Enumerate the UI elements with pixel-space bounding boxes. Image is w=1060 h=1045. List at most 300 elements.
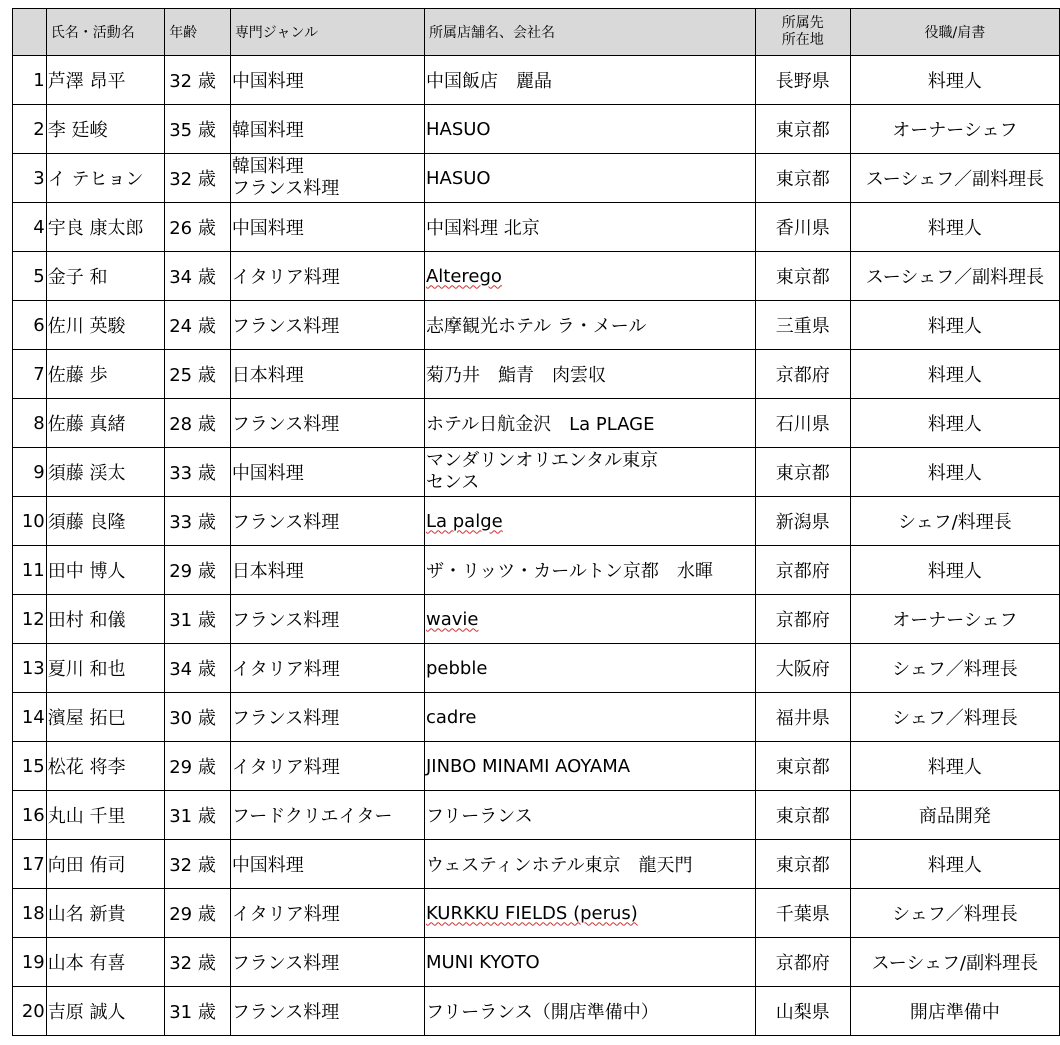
shop-cell-line1: 志摩観光ホテル ラ・メール <box>425 316 647 337</box>
row-no-cell[interactable] <box>13 448 47 497</box>
name-cell-text: 佐川 英駿 <box>47 316 126 337</box>
age-cell-text: 33 歳 <box>169 463 216 484</box>
table-row <box>13 105 1060 154</box>
location-cell-text: 石川県 <box>775 414 830 435</box>
row-no-cell-text: 11 <box>21 559 45 581</box>
role-cell[interactable] <box>850 595 1059 644</box>
row-no-cell[interactable] <box>13 154 47 203</box>
table-row <box>13 448 1060 497</box>
role-cell[interactable] <box>850 889 1059 938</box>
age-cell-text: 34 歳 <box>169 267 216 288</box>
role-cell[interactable] <box>850 301 1059 350</box>
location-cell[interactable] <box>755 791 850 840</box>
header-location[interactable] <box>755 9 850 56</box>
location-cell-text: 東京都 <box>775 463 830 484</box>
genre-cell[interactable] <box>230 889 424 938</box>
genre-cell[interactable] <box>230 56 424 105</box>
location-cell-text: 福井県 <box>775 708 830 729</box>
genre-cell-line1: 韓国料理 <box>231 156 304 177</box>
name-cell-text: 宇良 康太郎 <box>47 218 144 239</box>
genre-cell-line1: 中国料理 <box>231 218 304 239</box>
genre-cell-line1: イタリア料理 <box>231 659 340 680</box>
shop-cell[interactable] <box>424 350 755 399</box>
name-cell-text: 夏川 和也 <box>47 659 126 680</box>
header-name[interactable]: 氏名・活動名 <box>46 9 164 56</box>
header-genre[interactable]: 専門ジャンル <box>230 9 424 56</box>
role-cell[interactable] <box>850 448 1059 497</box>
genre-cell[interactable] <box>230 840 424 889</box>
age-cell-text: 34 歳 <box>169 659 216 680</box>
genre-cell[interactable] <box>230 546 424 595</box>
row-no-cell[interactable] <box>13 840 47 889</box>
row-no-cell[interactable] <box>13 399 47 448</box>
location-cell-text: 京都府 <box>775 610 830 631</box>
genre-cell-line1: フランス料理 <box>231 610 340 631</box>
shop-cell[interactable] <box>424 546 755 595</box>
name-cell-text: 佐藤 歩 <box>47 365 108 386</box>
shop-cell[interactable] <box>424 693 755 742</box>
name-cell-text: 金子 和 <box>47 267 108 288</box>
shop-cell-line1: マンダリンオリエンタル東京 <box>425 450 659 471</box>
location-cell[interactable] <box>755 595 850 644</box>
role-cell-text: シェフ/料理長 <box>898 512 1012 533</box>
location-cell[interactable] <box>755 448 850 497</box>
genre-cell[interactable] <box>230 595 424 644</box>
genre-cell[interactable] <box>230 448 424 497</box>
location-cell[interactable] <box>755 693 850 742</box>
age-cell[interactable] <box>165 497 231 546</box>
location-cell-text: 千葉県 <box>775 904 830 925</box>
role-cell[interactable] <box>850 742 1059 791</box>
row-no-cell[interactable] <box>13 350 47 399</box>
age-cell-text: 26 歳 <box>169 218 216 239</box>
name-cell-text: 田村 和儀 <box>47 610 126 631</box>
genre-cell[interactable] <box>230 693 424 742</box>
shop-cell-line2: センス <box>425 472 480 493</box>
shop-cell[interactable] <box>424 448 755 497</box>
row-no-cell-text: 14 <box>21 706 45 728</box>
row-no-cell-text: 2 <box>33 118 45 140</box>
shop-cell-line1: La palge <box>425 510 503 532</box>
genre-cell[interactable] <box>230 252 424 301</box>
shop-cell[interactable] <box>424 203 755 252</box>
genre-cell-line1: フランス料理 <box>231 953 340 974</box>
table-row <box>13 350 1060 399</box>
shop-cell[interactable] <box>424 154 755 203</box>
row-no-cell[interactable] <box>13 595 47 644</box>
genre-cell[interactable] <box>230 203 424 252</box>
age-cell[interactable] <box>165 154 231 203</box>
role-cell-text: シェフ／料理長 <box>892 659 1018 680</box>
location-cell[interactable] <box>755 497 850 546</box>
age-cell[interactable] <box>165 693 231 742</box>
table-row <box>13 889 1060 938</box>
role-cell-text: 料理人 <box>927 365 982 386</box>
shop-cell-line1: ホテル日航金沢 La PLAGE <box>425 414 655 435</box>
location-cell-text: 大阪府 <box>775 659 830 680</box>
name-cell[interactable] <box>46 987 164 1036</box>
location-cell-text: 京都府 <box>775 953 830 974</box>
location-cell[interactable] <box>755 399 850 448</box>
name-cell[interactable] <box>46 546 164 595</box>
name-cell-text: イ テヒョン <box>47 169 144 190</box>
shop-cell[interactable] <box>424 56 755 105</box>
age-cell-text: 24 歳 <box>169 316 216 337</box>
row-no-cell[interactable] <box>13 301 47 350</box>
name-cell-text: 丸山 千里 <box>47 806 126 827</box>
genre-cell[interactable] <box>230 742 424 791</box>
role-cell[interactable] <box>850 154 1059 203</box>
name-cell[interactable] <box>46 154 164 203</box>
name-cell[interactable] <box>46 448 164 497</box>
genre-cell-line1: 中国料理 <box>231 855 304 876</box>
shop-cell[interactable] <box>424 105 755 154</box>
name-cell-text: 須藤 良隆 <box>47 512 126 533</box>
age-cell[interactable] <box>165 595 231 644</box>
age-cell-text: 32 歳 <box>169 169 216 190</box>
role-cell-text: スーシェフ/副料理長 <box>871 953 1039 974</box>
role-cell[interactable] <box>850 105 1059 154</box>
header-location-line2: 所在地 <box>781 32 824 48</box>
genre-cell-line1: フランス料理 <box>231 316 340 337</box>
role-cell[interactable] <box>850 693 1059 742</box>
role-cell[interactable] <box>850 497 1059 546</box>
table-row <box>13 742 1060 791</box>
age-cell-text: 32 歳 <box>169 953 216 974</box>
table-row <box>13 987 1060 1036</box>
age-cell[interactable] <box>165 889 231 938</box>
age-cell-text: 31 歳 <box>169 806 216 827</box>
table-row <box>13 252 1060 301</box>
age-cell[interactable] <box>165 987 231 1036</box>
role-cell-text: シェフ／料理長 <box>892 708 1018 729</box>
role-cell[interactable] <box>850 350 1059 399</box>
location-cell[interactable] <box>755 154 850 203</box>
role-cell[interactable] <box>850 840 1059 889</box>
name-cell-text: 山本 有喜 <box>47 953 126 974</box>
role-cell-text: スーシェフ／副料理長 <box>865 169 1045 190</box>
age-cell[interactable] <box>165 644 231 693</box>
age-cell[interactable] <box>165 840 231 889</box>
header-shop[interactable]: 所属店舗名、会社名 <box>424 9 755 56</box>
location-cell[interactable] <box>755 546 850 595</box>
row-no-cell-text: 18 <box>21 902 45 924</box>
shop-cell[interactable] <box>424 889 755 938</box>
shop-cell[interactable] <box>424 791 755 840</box>
role-cell-text: 料理人 <box>927 316 982 337</box>
role-cell[interactable] <box>850 644 1059 693</box>
table-row <box>13 595 1060 644</box>
name-cell[interactable] <box>46 252 164 301</box>
location-cell-text: 三重県 <box>775 316 830 337</box>
shop-cell[interactable] <box>424 742 755 791</box>
row-no-cell-text: 10 <box>21 510 45 532</box>
age-cell[interactable] <box>165 203 231 252</box>
genre-cell[interactable] <box>230 644 424 693</box>
shop-cell-line1: 菊乃井 鮨青 肉雲収 <box>425 365 606 386</box>
table-row <box>13 203 1060 252</box>
name-cell[interactable] <box>46 203 164 252</box>
age-cell[interactable] <box>165 301 231 350</box>
age-cell[interactable] <box>165 791 231 840</box>
row-no-cell-text: 8 <box>33 412 45 434</box>
genre-cell-line1: イタリア料理 <box>231 757 340 778</box>
row-no-cell-text: 9 <box>33 461 45 483</box>
row-no-cell-text: 7 <box>33 363 45 385</box>
name-cell-text: 山名 新貴 <box>47 904 126 925</box>
genre-cell-line1: 韓国料理 <box>231 120 304 141</box>
shop-cell[interactable] <box>424 252 755 301</box>
genre-cell[interactable] <box>230 497 424 546</box>
row-no-cell-text: 20 <box>21 1000 45 1022</box>
genre-cell-line2: フランス料理 <box>231 178 340 199</box>
genre-cell[interactable] <box>230 105 424 154</box>
genre-cell-line1: フランス料理 <box>231 708 340 729</box>
shop-cell-line1: KURKKU FIELDS (perus) <box>425 902 638 924</box>
name-cell[interactable] <box>46 301 164 350</box>
genre-cell[interactable] <box>230 399 424 448</box>
genre-cell-line1: イタリア料理 <box>231 904 340 925</box>
shop-cell[interactable] <box>424 301 755 350</box>
age-cell[interactable] <box>165 742 231 791</box>
row-no-cell-text: 16 <box>21 804 45 826</box>
genre-cell-line1: 中国料理 <box>231 463 304 484</box>
shop-cell-line1: wavie <box>425 608 479 630</box>
table-row <box>13 546 1060 595</box>
table-row <box>13 938 1060 987</box>
location-cell[interactable] <box>755 938 850 987</box>
location-cell[interactable] <box>755 350 850 399</box>
header-no[interactable] <box>13 9 47 56</box>
shop-cell-line1: フリーランス（開店準備中） <box>425 1002 659 1023</box>
name-cell-text: 芦澤 昂平 <box>47 71 126 92</box>
name-cell[interactable] <box>46 840 164 889</box>
shop-cell-line1: 中国料理 北京 <box>425 218 540 239</box>
name-cell[interactable] <box>46 399 164 448</box>
shop-cell-line1: MUNI KYOTO <box>425 951 540 973</box>
role-cell-text: オーナーシェフ <box>892 610 1018 631</box>
shop-cell-line1: HASUO <box>425 118 491 140</box>
location-cell-text: 東京都 <box>775 120 830 141</box>
genre-cell-line1: フランス料理 <box>231 1002 340 1023</box>
age-cell-text: 33 歳 <box>169 512 216 533</box>
name-cell-text: 須藤 渓太 <box>47 463 126 484</box>
location-cell[interactable] <box>755 742 850 791</box>
name-cell[interactable] <box>46 595 164 644</box>
table-body <box>13 56 1060 1036</box>
shop-cell[interactable] <box>424 840 755 889</box>
row-no-cell-text: 17 <box>21 853 45 875</box>
row-no-cell[interactable] <box>13 203 47 252</box>
shop-cell-line1: ザ・リッツ・カールトン京都 水暉 <box>425 561 713 582</box>
location-cell-text: 長野県 <box>775 71 830 92</box>
row-no-cell[interactable] <box>13 497 47 546</box>
role-cell-text: 料理人 <box>927 757 982 778</box>
row-no-cell[interactable] <box>13 252 47 301</box>
genre-cell[interactable] <box>230 154 424 203</box>
genre-cell-line1: フランス料理 <box>231 512 340 533</box>
shop-cell-line1: HASUO <box>425 167 491 189</box>
age-cell[interactable] <box>165 938 231 987</box>
age-cell[interactable] <box>165 105 231 154</box>
role-cell[interactable] <box>850 546 1059 595</box>
age-cell-text: 32 歳 <box>169 71 216 92</box>
role-cell-text: シェフ／料理長 <box>892 904 1018 925</box>
age-cell-text: 30 歳 <box>169 708 216 729</box>
row-no-cell[interactable] <box>13 742 47 791</box>
row-no-cell[interactable] <box>13 105 47 154</box>
location-cell[interactable] <box>755 889 850 938</box>
age-cell[interactable] <box>165 252 231 301</box>
row-no-cell-text: 13 <box>21 657 45 679</box>
age-cell-text: 35 歳 <box>169 120 216 141</box>
role-cell[interactable] <box>850 252 1059 301</box>
row-no-cell-text: 1 <box>33 69 45 91</box>
name-cell[interactable] <box>46 497 164 546</box>
genre-cell[interactable] <box>230 938 424 987</box>
genre-cell-line1: 日本料理 <box>231 365 304 386</box>
shop-cell-line1: ウェスティンホテル東京 龍天門 <box>425 855 693 876</box>
row-no-cell[interactable] <box>13 644 47 693</box>
header-location-line1: 所属先 <box>781 15 824 31</box>
location-cell-text: 東京都 <box>775 757 830 778</box>
location-cell[interactable] <box>755 203 850 252</box>
age-cell-text: 31 歳 <box>169 1002 216 1023</box>
row-no-cell[interactable] <box>13 938 47 987</box>
genre-cell[interactable] <box>230 987 424 1036</box>
table-row <box>13 154 1060 203</box>
chef-list-sheet <box>12 8 1060 1036</box>
role-cell-text: 料理人 <box>927 71 982 92</box>
age-cell-text: 29 歳 <box>169 757 216 778</box>
shop-cell[interactable] <box>424 644 755 693</box>
role-cell-text: オーナーシェフ <box>892 120 1018 141</box>
location-cell-text: 京都府 <box>775 365 830 386</box>
shop-cell-line1: Alterego <box>425 265 502 287</box>
role-cell-text: 料理人 <box>927 463 982 484</box>
row-no-cell-text: 19 <box>21 951 45 973</box>
shop-cell-line1: cadre <box>425 706 477 728</box>
table-row <box>13 301 1060 350</box>
location-cell[interactable] <box>755 105 850 154</box>
shop-cell-line1: JINBO MINAMI AOYAMA <box>425 755 631 777</box>
role-cell-text: 商品開発 <box>918 806 991 827</box>
name-cell[interactable] <box>46 938 164 987</box>
age-cell[interactable] <box>165 546 231 595</box>
role-cell[interactable] <box>850 987 1059 1036</box>
role-cell[interactable] <box>850 56 1059 105</box>
age-cell[interactable] <box>165 399 231 448</box>
name-cell-text: 松花 将李 <box>47 757 126 778</box>
location-cell[interactable] <box>755 56 850 105</box>
shop-cell[interactable] <box>424 938 755 987</box>
role-cell[interactable] <box>850 203 1059 252</box>
header-age[interactable]: 年齢 <box>165 9 231 56</box>
age-cell[interactable] <box>165 350 231 399</box>
name-cell-text: 濱屋 拓巳 <box>47 708 126 729</box>
shop-cell[interactable] <box>424 497 755 546</box>
shop-cell-line1: pebble <box>425 657 488 679</box>
location-cell[interactable] <box>755 840 850 889</box>
row-no-cell-text: 6 <box>33 314 45 336</box>
name-cell[interactable] <box>46 742 164 791</box>
row-no-cell[interactable] <box>13 987 47 1036</box>
name-cell[interactable] <box>46 791 164 840</box>
header-row <box>13 9 1060 56</box>
location-cell[interactable] <box>755 644 850 693</box>
name-cell-text: 向田 侑司 <box>47 855 126 876</box>
age-cell[interactable] <box>165 448 231 497</box>
role-cell[interactable] <box>850 938 1059 987</box>
row-no-cell[interactable] <box>13 791 47 840</box>
location-cell-text: 山梨県 <box>775 1002 830 1023</box>
table-row <box>13 56 1060 105</box>
row-no-cell[interactable] <box>13 56 47 105</box>
row-no-cell-text: 15 <box>21 755 45 777</box>
age-cell-text: 29 歳 <box>169 561 216 582</box>
location-cell-text: 東京都 <box>775 855 830 876</box>
age-cell-text: 28 歳 <box>169 414 216 435</box>
genre-cell-line1: 中国料理 <box>231 71 304 92</box>
table-row <box>13 644 1060 693</box>
location-cell-text: 東京都 <box>775 267 830 288</box>
table-row <box>13 791 1060 840</box>
shop-cell[interactable] <box>424 595 755 644</box>
location-cell[interactable] <box>755 301 850 350</box>
table-row <box>13 693 1060 742</box>
genre-cell-line1: フードクリエイター <box>231 806 393 827</box>
genre-cell-line1: フランス料理 <box>231 414 340 435</box>
row-no-cell[interactable] <box>13 889 47 938</box>
role-cell[interactable] <box>850 791 1059 840</box>
age-cell[interactable] <box>165 56 231 105</box>
header-role[interactable]: 役職/肩書 <box>850 9 1059 56</box>
genre-cell[interactable] <box>230 301 424 350</box>
name-cell[interactable] <box>46 644 164 693</box>
role-cell-text: 開店準備中 <box>909 1002 1000 1023</box>
location-cell[interactable] <box>755 987 850 1036</box>
row-no-cell[interactable] <box>13 546 47 595</box>
shop-cell[interactable] <box>424 399 755 448</box>
chef-table <box>12 8 1060 1036</box>
age-cell-text: 25 歳 <box>169 365 216 386</box>
role-cell-text: 料理人 <box>927 561 982 582</box>
name-cell[interactable] <box>46 889 164 938</box>
location-cell[interactable] <box>755 252 850 301</box>
role-cell[interactable] <box>850 399 1059 448</box>
name-cell[interactable] <box>46 56 164 105</box>
shop-cell-line1: 中国飯店 麗晶 <box>425 71 552 92</box>
location-cell-text: 香川県 <box>775 218 830 239</box>
shop-cell[interactable] <box>424 987 755 1036</box>
age-cell-text: 32 歳 <box>169 855 216 876</box>
genre-cell[interactable] <box>230 350 424 399</box>
name-cell[interactable] <box>46 693 164 742</box>
genre-cell[interactable] <box>230 791 424 840</box>
table-row <box>13 497 1060 546</box>
table-row <box>13 840 1060 889</box>
name-cell-text: 佐藤 真緒 <box>47 414 126 435</box>
location-cell-text: 新潟県 <box>775 512 830 533</box>
name-cell[interactable] <box>46 350 164 399</box>
genre-cell-line1: 日本料理 <box>231 561 304 582</box>
age-cell-text: 29 歳 <box>169 904 216 925</box>
name-cell-text: 吉原 誠人 <box>47 1002 126 1023</box>
row-no-cell[interactable] <box>13 693 47 742</box>
role-cell-text: 料理人 <box>927 218 982 239</box>
location-cell-text: 東京都 <box>775 806 830 827</box>
name-cell[interactable] <box>46 105 164 154</box>
